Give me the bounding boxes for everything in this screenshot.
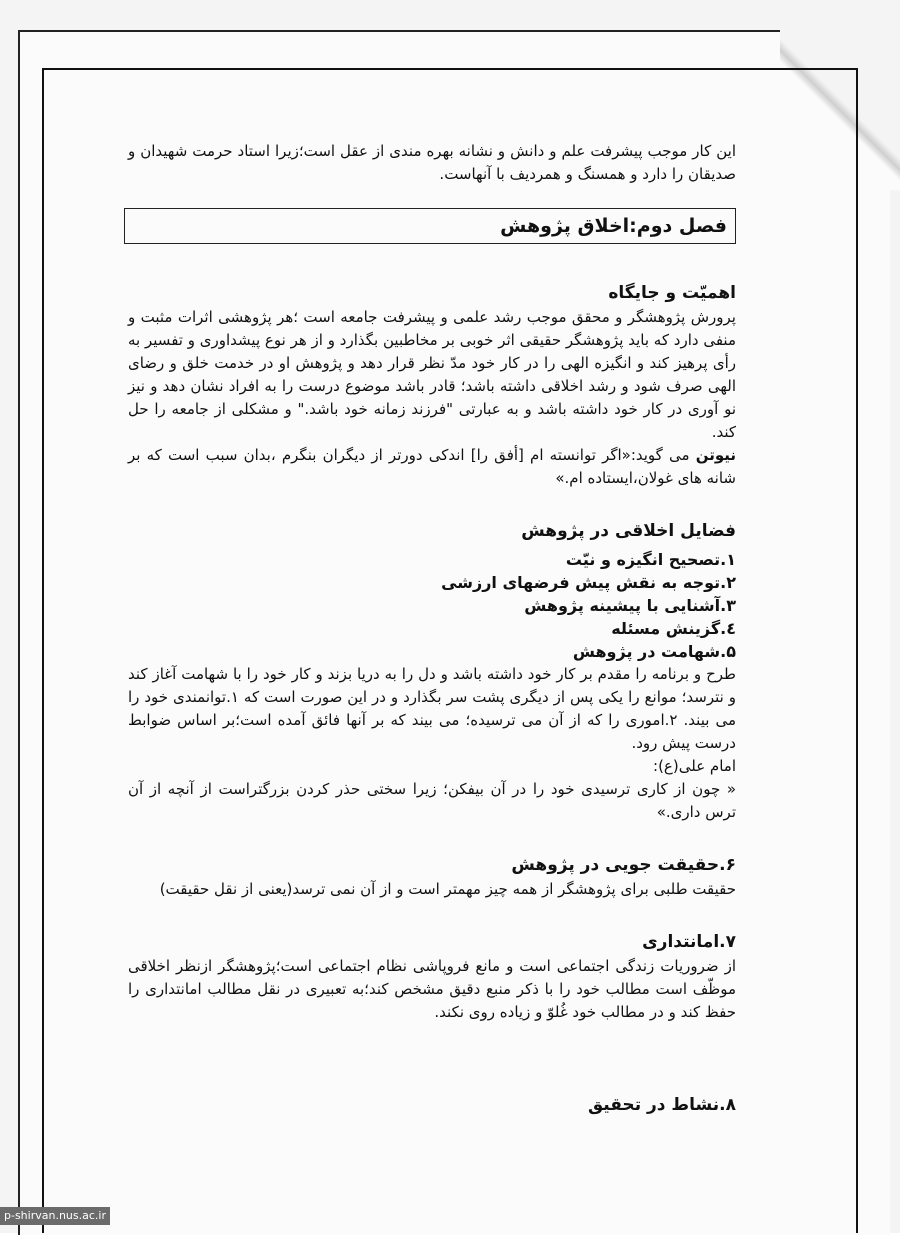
list-item: ۵.شهامت در پژوهش: [572, 642, 736, 661]
website-badge: p-shirvan.nus.ac.ir: [0, 1207, 110, 1225]
intro-paragraph: این کار موجب پیشرفت علم و دانش و نشانه بهره مندی از عقل است؛زیرا استاد حرمت شهیدان و صدیقان را دارد و همسنگ و همردیف با آنهاست.: [128, 142, 736, 183]
virtues-list: [128, 548, 736, 663]
newton-quote: [128, 444, 736, 490]
courage-paragraph: طرح و برنامه را مقدم بر کار خود داشته باشد و دل را به دریا بزند و کار خود را با شهامت آغاز کند و نترسد؛ موانع را یکی پس از دیگری پشت سر بگذارد و در این صورت است که ۱.توانمندی خود را می بیند. ۲.اموری را که از آن می ترسیده؛ می بیند که بر آنها فائق آمده است؛بر اساس ضوابط درست پیش رود.: [128, 665, 736, 752]
importance-paragraph: پرورش پژوهشگر و محقق موجب رشد علمی و پیشرفت جامعه است ؛هر پژوهشی اثرات مثبت و منفی دارد که باید پژوهشگر حقیقی اثر خوبی بر مخاطبین بگذارد و از هر نوع پیشداوری و تفسیر به رأی پرهیز کند و انگیزه الهی را در کار خود مدّ نظر قرار دهد و پژوهش او در خدمت خلق و رضای الهی صرف شود و رشد اخلاقی داشته باشد؛ قادر باشد موضوع درست را به افراد نشان دهد و نیز نو آوری در کار خود داشته باشد و به عبارتی "فرزند زمانه خود باشد." و مشکلی از جامعه را حل کند.: [128, 308, 736, 441]
truth-paragraph: حقیقت طلبی برای پژوهشگر از همه چیز مهمتر است و از آن نمی ترسد(یعنی از نقل حقیقت): [159, 880, 736, 898]
section-heading-truth: ۶.حقیقت جویی در پژوهش: [511, 855, 736, 875]
list-item: ۱.تصحیح انگیزه و نیّت: [565, 550, 736, 569]
section-heading-virtues: فضایل اخلاقی در پژوهش: [521, 521, 736, 541]
quote-text: می گوید:«اگر توانسته ام [أفق را] اندکی دورتر از دیگران بنگرم ،بدان سبب است که بر شانه های غولان،ایستاده ام.»: [128, 446, 736, 487]
document-body: [128, 140, 736, 1118]
section-heading-vitality: ۸.نشاط در تحقیق: [587, 1095, 736, 1115]
chapter-title: فصل دوم:اخلاق پژوهش: [500, 214, 727, 237]
quote-author: نیوتن: [695, 446, 736, 464]
imam-ali-quote: « چون از کاری ترسیدی خود را در آن بیفکن؛ زیرا سختی حذر کردن بزرگتراست از آنچه از آن ترس داری.»: [128, 780, 736, 821]
trust-paragraph: از ضروریات زندگی اجتماعی است و مانع فروپاشی نظام اجتماعی است؛پژوهشگر ازنظر اخلاقی موظّف است مطالب خود را با ذکر منبع دقیق مشخص کند؛به تعبیری در نقل مطالب امانتداری را حفظ کند و در مطالب خود غُلوّ و زیاده روی نکند.: [128, 957, 736, 1021]
chapter-title-box: [124, 208, 736, 244]
list-item: ٤.گزینش مسئله: [611, 619, 736, 638]
imam-ali-label: امام علی(ع):: [653, 757, 736, 775]
section-heading-importance: اهمیّت و جایگاه: [608, 283, 736, 303]
list-item: ۲.توجه به نقش پیش فرضهای ارزشی: [441, 573, 736, 592]
section-heading-trust: ۷.امانتداری: [642, 932, 736, 952]
list-item: ۳.آشنایی با پیشینه پژوهش: [524, 596, 736, 615]
